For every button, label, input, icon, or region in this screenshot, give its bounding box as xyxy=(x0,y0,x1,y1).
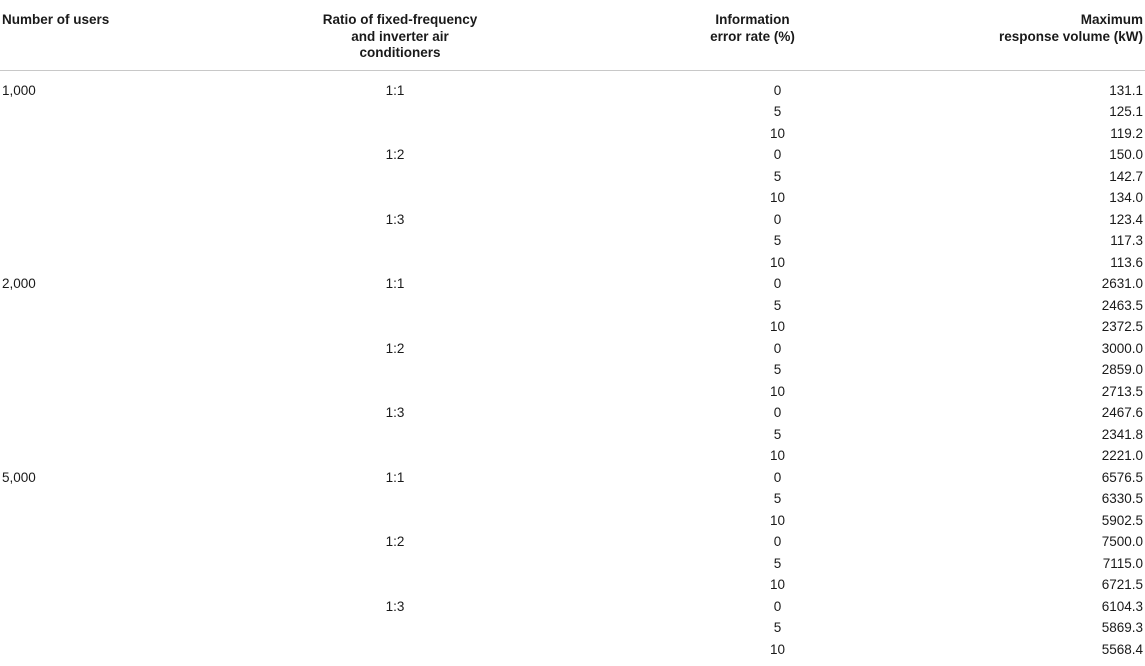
header-max-response-volume xyxy=(935,0,1145,70)
table-row xyxy=(0,553,1145,575)
table-row xyxy=(0,144,1145,166)
cell-error-rate: 10 xyxy=(769,125,786,141)
cell-ratio xyxy=(200,187,540,209)
cell-ratio xyxy=(200,445,540,467)
cell-number-of-users xyxy=(0,209,200,231)
header-line: conditioners xyxy=(359,45,441,60)
table-row xyxy=(0,70,1145,101)
cell-number-of-users xyxy=(0,596,200,618)
table-body xyxy=(0,70,1145,660)
cell-max-response-volume: 5869.3 xyxy=(1101,620,1143,635)
cell-max-response-volume: 123.4 xyxy=(1109,211,1143,227)
cell-max-response-volume: 7500.0 xyxy=(1101,534,1143,549)
cell-error-rate: 5 xyxy=(773,297,782,313)
header-ratio xyxy=(200,0,540,70)
cell-ratio: 1:3 xyxy=(385,211,405,227)
cell-max-response-volume: 7115.0 xyxy=(1102,555,1143,571)
header-line: error rate (%) xyxy=(710,28,795,44)
cell-ratio: 1:3 xyxy=(385,405,405,420)
cell-error-rate: 10 xyxy=(769,190,786,205)
cell-max-response-volume: 131.1 xyxy=(1109,82,1143,98)
cell-error-rate: 0 xyxy=(773,340,782,356)
cell-error-rate: 0 xyxy=(773,211,782,227)
cell-number-of-users xyxy=(0,359,200,381)
cell-error-rate: 10 xyxy=(769,254,786,270)
cell-ratio xyxy=(200,359,540,381)
cell-max-response-volume: 2467.6 xyxy=(1101,405,1143,420)
cell-ratio xyxy=(200,166,540,188)
cell-error-rate: 5 xyxy=(773,555,782,571)
cell-number-of-users: 5,000 xyxy=(2,469,36,485)
cell-number-of-users xyxy=(0,187,200,209)
cell-number-of-users: 1,000 xyxy=(2,82,36,98)
cell-max-response-volume: 2859.0 xyxy=(1101,362,1143,377)
cell-ratio xyxy=(200,553,540,575)
cell-error-rate: 0 xyxy=(773,82,782,98)
cell-ratio xyxy=(200,381,540,403)
header-number-of-users xyxy=(0,0,200,70)
table-row xyxy=(0,488,1145,510)
table-row xyxy=(0,316,1145,338)
cell-error-rate: 10 xyxy=(769,448,786,463)
cell-ratio: 1:2 xyxy=(385,340,405,356)
cell-error-rate: 5 xyxy=(773,426,782,442)
cell-error-rate: 10 xyxy=(769,319,786,334)
cell-ratio: 1:2 xyxy=(385,534,405,549)
cell-ratio xyxy=(200,252,540,274)
table-row xyxy=(0,639,1145,661)
table-row xyxy=(0,359,1145,381)
cell-max-response-volume: 119.2 xyxy=(1110,125,1143,141)
cell-ratio xyxy=(200,101,540,123)
cell-ratio xyxy=(200,639,540,661)
header-line: Ratio of fixed-frequency xyxy=(322,12,478,27)
cell-max-response-volume: 125.1 xyxy=(1109,104,1143,119)
cell-number-of-users xyxy=(0,101,200,123)
cell-ratio xyxy=(200,617,540,639)
table-row xyxy=(0,574,1145,596)
table-row xyxy=(0,467,1145,489)
cell-max-response-volume: 134.0 xyxy=(1109,190,1143,205)
cell-number-of-users xyxy=(0,381,200,403)
table-row xyxy=(0,295,1145,317)
cell-number-of-users xyxy=(0,402,200,424)
cell-error-rate: 5 xyxy=(773,233,782,248)
cell-error-rate: 10 xyxy=(769,512,786,528)
table-row xyxy=(0,531,1145,553)
cell-error-rate: 5 xyxy=(773,620,782,635)
cell-max-response-volume: 2463.5 xyxy=(1101,297,1143,313)
table-row xyxy=(0,273,1145,295)
table-row xyxy=(0,101,1145,123)
table-row xyxy=(0,617,1145,639)
header-error-rate xyxy=(540,0,935,70)
cell-number-of-users xyxy=(0,639,200,661)
cell-ratio: 1:1 xyxy=(385,469,405,485)
cell-error-rate: 5 xyxy=(773,491,782,506)
cell-error-rate: 5 xyxy=(773,104,782,119)
table-row xyxy=(0,424,1145,446)
table-row xyxy=(0,187,1145,209)
cell-number-of-users xyxy=(0,510,200,532)
cell-max-response-volume: 2221.0 xyxy=(1101,448,1143,463)
cell-ratio xyxy=(200,123,540,145)
cell-error-rate: 10 xyxy=(769,383,786,399)
cell-number-of-users xyxy=(0,123,200,145)
cell-max-response-volume: 2372.5 xyxy=(1101,319,1143,334)
header-line: Information xyxy=(715,12,790,27)
cell-max-response-volume: 2341.8 xyxy=(1101,426,1143,442)
cell-error-rate: 0 xyxy=(773,147,782,162)
table-row xyxy=(0,402,1145,424)
cell-max-response-volume: 6576.5 xyxy=(1101,469,1143,485)
cell-ratio: 1:1 xyxy=(385,82,405,98)
cell-ratio xyxy=(200,574,540,596)
cell-max-response-volume: 6104.3 xyxy=(1101,598,1143,614)
header-line: response volume (kW) xyxy=(998,28,1143,44)
cell-ratio xyxy=(200,424,540,446)
cell-max-response-volume: 3000.0 xyxy=(1101,340,1143,356)
cell-max-response-volume: 142.7 xyxy=(1109,168,1143,184)
cell-error-rate: 5 xyxy=(773,168,782,184)
table-row xyxy=(0,252,1145,274)
cell-number-of-users xyxy=(0,316,200,338)
cell-ratio xyxy=(200,488,540,510)
table-row xyxy=(0,166,1145,188)
cell-number-of-users xyxy=(0,295,200,317)
cell-max-response-volume: 2713.5 xyxy=(1101,383,1143,399)
cell-ratio xyxy=(200,230,540,252)
cell-ratio: 1:1 xyxy=(385,276,405,291)
cell-ratio xyxy=(200,295,540,317)
cell-max-response-volume: 5568.4 xyxy=(1101,641,1143,657)
cell-number-of-users xyxy=(0,424,200,446)
cell-error-rate: 0 xyxy=(773,276,782,291)
cell-error-rate: 0 xyxy=(773,405,782,420)
cell-error-rate: 10 xyxy=(769,577,786,592)
cell-max-response-volume: 6721.5 xyxy=(1101,577,1143,592)
cell-ratio xyxy=(200,510,540,532)
cell-max-response-volume: 113.6 xyxy=(1110,254,1143,270)
header-line: Number of users xyxy=(2,12,110,27)
table-row xyxy=(0,381,1145,403)
cell-max-response-volume: 150.0 xyxy=(1109,147,1143,162)
cell-ratio: 1:3 xyxy=(385,598,405,614)
cell-number-of-users xyxy=(0,252,200,274)
cell-number-of-users xyxy=(0,338,200,360)
cell-error-rate: 0 xyxy=(773,534,782,549)
header-row xyxy=(0,0,1145,70)
cell-ratio xyxy=(200,316,540,338)
cell-number-of-users xyxy=(0,144,200,166)
cell-ratio: 1:2 xyxy=(385,147,405,162)
cell-number-of-users xyxy=(0,531,200,553)
table-row xyxy=(0,123,1145,145)
table-row xyxy=(0,338,1145,360)
cell-max-response-volume: 117.3 xyxy=(1110,233,1143,248)
table-header xyxy=(0,0,1145,70)
table-row xyxy=(0,230,1145,252)
cell-max-response-volume: 2631.0 xyxy=(1101,276,1143,291)
cell-number-of-users xyxy=(0,230,200,252)
cell-number-of-users xyxy=(0,445,200,467)
table-row xyxy=(0,209,1145,231)
header-line: Maximum xyxy=(1080,12,1143,27)
cell-max-response-volume: 6330.5 xyxy=(1101,491,1143,506)
table-row xyxy=(0,510,1145,532)
cell-error-rate: 0 xyxy=(773,469,782,485)
cell-number-of-users xyxy=(0,574,200,596)
cell-number-of-users xyxy=(0,488,200,510)
table-row xyxy=(0,445,1145,467)
cell-error-rate: 10 xyxy=(769,641,786,657)
cell-number-of-users: 2,000 xyxy=(2,276,36,291)
cell-error-rate: 0 xyxy=(773,598,782,614)
cell-number-of-users xyxy=(0,166,200,188)
cell-max-response-volume: 5902.5 xyxy=(1101,512,1143,528)
cell-number-of-users xyxy=(0,553,200,575)
table-row xyxy=(0,596,1145,618)
cell-number-of-users xyxy=(0,617,200,639)
header-line: and inverter air xyxy=(351,28,449,44)
cell-error-rate: 5 xyxy=(773,362,782,377)
